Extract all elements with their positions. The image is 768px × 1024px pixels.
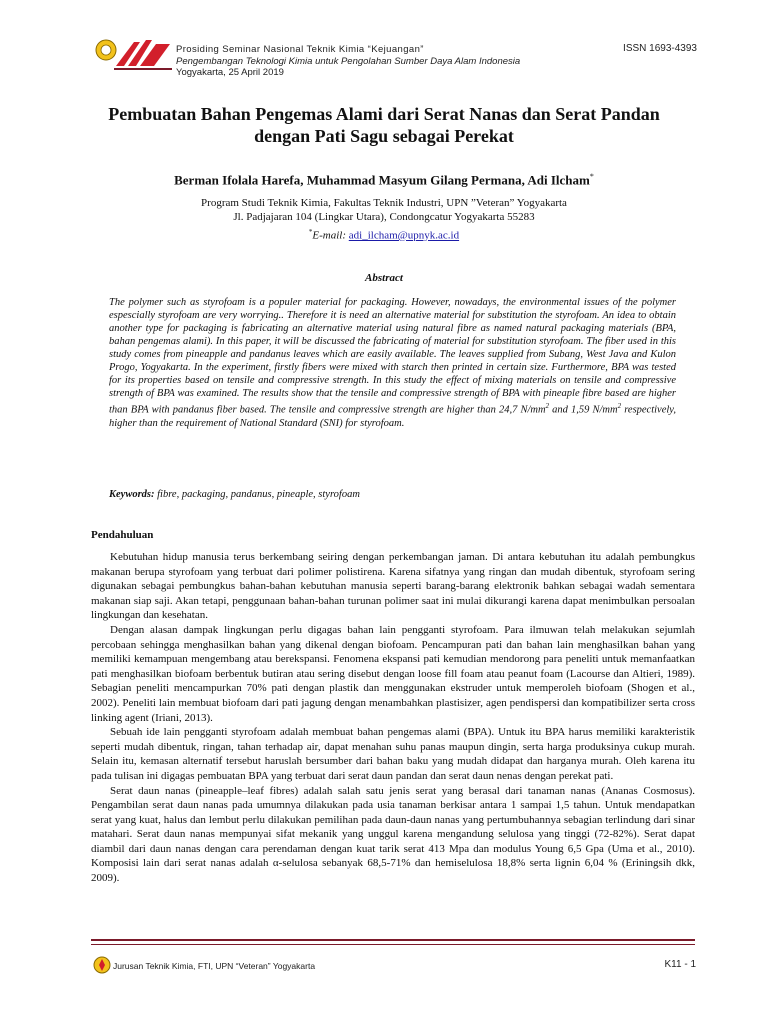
section-body [91,550,695,886]
university-logo-icon [93,956,111,974]
footer-institution: Jurusan Teknik Kimia, FTI, UPN “Veteran” Yogyakarta [113,961,316,971]
running-header [176,44,520,79]
affiliation: Program Studi Teknik Kimia, Fakultas Teknik Industri, UPN ”Veteran” Yogyakarta Jl. Padjajaran 104 (Lingkar Utara), Condongcatur Yogyakarta 55283 [201,197,567,223]
keywords [109,489,676,500]
conference-logo [94,36,172,80]
abstract-heading: Abstract [365,272,403,284]
paragraph: Serat daun nanas (pineapple–leaf fibres) adalah salah satu jenis serat yang berasal dari tanaman nanas (Ananas Cosmosus). Pengambilan serat daun nanas pada umumnya dilakukan pada usia tanaman berkisar antara 1 sampai 1,5 tahun. Untuk mendapatkan serat yang kuat, halus dan lembut perlu dilakukan pemilihan pada daun-daun nanas yang pertumbuhannya sebagian terlindung dari sinar matahari. Serat daun nanas mempunyai sifat mekanik yang unggul karena mengandung selulosa yang tinggi (72-82%). Serat dapat diambil dari daun nanas dengan cara perendaman dengan kuat tarik serat 413 Mpa dan modulus Young 6,5 Gpa (Uma et al., 2010). Komposisi lain dari serat nanas adalah α-selulosa sebanyak 68,5-71% dan hemiselulosa 18,8% serta lignin 6,04 % (Eriningsih dkk, 2009). [91,784,695,885]
paragraph: Dengan alasan dampak lingkungan perlu digagas bahan lain pengganti styrofoam. Para ilmuwan telah melakukan sejumlah percobaan sehingga menghasilkan bahan yang dikenal dengan biofoam. Pencampuran pati dan bahan lain menghasilkan bahan yang memiliki kemampuan mengembang atau berekspansi. Fenomena ekspansi pati kemudian mendorong para peneliti untuk memanfaatkan pati menghasilkan biofoam berbentuk butiran atau sering disebut dengan loose fill foam atau peanut foam (Lacourse dan Altieri, 1989). Sebagian peneliti mencampurkan 70% pati dengan plastik dan menggunakan ekstruder untuk memperoleh biofoam (Shogen et al., 2002). Peneliti lain membuat biofoam dari pati jagung dengan menambahkan plastisizer, agen pendispersi dan kompatibilizer serta cross linking agent (Iriani, 2013). [91,623,695,724]
keywords-text: fibre, packaging, pandanus, pineaple, styrofoam [154,489,360,500]
conference-subtitle: Pengembangan Teknologi Kimia untuk Pengolahan Sumber Daya Alam Indonesia [176,55,521,67]
paragraph: Sebuah ide lain pengganti styrofoam adalah membuat bahan pengemas alami (BPA). Untuk itu BPA harus memiliki karakteristik seperti mudah dibentuk, ringan, tahan terhadap air, dapat menahan suhu panas maupun dingin, serta harga produksinya cukup murah. Selain itu, kemasan alternatif tersebut haruslah bersumber dari bahan baku yang mudah didapat dan harganya murah. Oleh karena itu pada tulisan ini digagas pembuatan BPA yang terbuat dari serat daun pandan dan serat daun nenas dengan perekat pati. [91,726,695,782]
author-list: Berman Ifolala Harefa, Muhammad Masyum Gilang Permana, Adi Ilcham* [174,172,594,188]
conference-place-date: Yogyakarta, 25 April 2019 [176,67,284,78]
footer-rule-thin [91,944,695,945]
abstract-text: The polymer such as styrofoam is a populer material for packaging. However, nowadays, the environmental issues of the polymer espescially styrofoam are very worrying.. Therefore it is need an alternative material for substitution the styrofoam. An idea to obtain another type for packaging is fabricating an alternative material using natural fibre as named natural packaging materials (BPA, bahan pengemas alami). In this paper, it will be discussed the fabricating of material for substitution styrofoam. The fiber used in this study comes from pineapple and pandanus leaves which are easily available. The leaves supplied from Subang, West Java and Kulon Progo, Yogyakarta. In the experiment, firstly fibers were mixed with starch then printed in certain size. Furthermore, BPA was tested for its properties based on tensile and compressive strength. In this study the effect of mixing materials on tensile and compressive strength of BPA was examined. The results show that the tensile and compressive strength of BPA with pineaple fibre based are higher than BPA with pandanus fiber based. The tensile and compressive strength are higher than 24,7 $N/mm^2$ and 1,59 $N/mm^2$ respectively, higher than the requirement of National Standard (SNI) for styrofoam. [109,297,676,429]
issn: ISSN 1693-4393 [623,43,697,54]
keywords-label: Keywords: [109,489,155,500]
paragraph: Kebutuhan hidup manusia terus berkembang seiring dengan perkembangan jaman. Di antara kebutuhan itu adalah pembungkus makanan berupa styrofoam yang terbuat dari polimer polistirena. Karena sifatnya yang ringan dan mudah dibentuk, styrofoam sering digunakan sebagai pembungkus bahan-bahan kebutuhan manusia seperti barang-barang elektronik bahkan sebagai wadah sementara makanan siap saji. Akan tetapi, penggunaan bahan-bahan turunan polimer saat ini mulai dikurangi karena dapat menimbulkan persoalan lingkungan dan kesehatan. [91,551,695,622]
email-link[interactable]: adi_ilcham@upnyk.ac.id [348,229,460,242]
footer-rule-thick [91,939,695,941]
page-number: K11 - 1 [664,959,696,970]
contact-email: *E-mail: adi_ilcham@upnyk.ac.id [308,228,460,242]
conference-name: Prosiding Seminar Nasional Teknik Kimia “Kejuangan” [176,44,424,55]
corresponding-mark: * [589,172,594,181]
section-heading: Pendahuluan [91,529,154,541]
paper-title: Pembuatan Bahan Pengemas Alami dari Serat Nanas dan Serat Pandan dengan Pati Sagu sebagai Perekat [108,104,660,146]
